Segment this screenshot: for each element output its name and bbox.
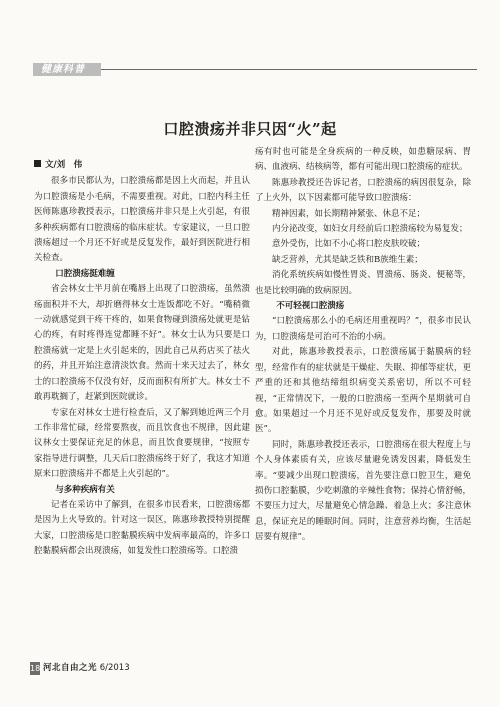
paragraph: 记者在采访中了解到，在很多市民看来，口腔溃疡都是因为上火导致的。针对这一误区，陈惠珍教授特别提醒大家，口腔溃疡是口腔黏膜疾病中发病率最高的，许多口腔黏膜病都会出现溃疡，如复发性口腔溃疡等。口腔溃 [34, 499, 250, 557]
square-bullet-icon [34, 160, 41, 167]
paragraph: 专家在对林女士进行检查后，又了解到她近两三个月工作非常忙碌，经常要熬夜，而且饮食也不规律，因此建议林女士要保证充足的休息，而且饮食要规律，“按照专家指导进行调整，几天后口腔溃疡终于好了，我这才知道原来口腔溃疡并不都是上火引起的”。 [34, 407, 250, 480]
left-column [34, 158, 250, 560]
paragraph: 对此，陈惠珍教授表示，口腔溃疡属于黏膜病的轻型，经常作有的症状就是干燥症、失眠、抑郁等症状，更严重的还和其他结缔组织病变关系密切，所以不可轻视，“正常情况下，一般的口腔溃疡一至两个星期就可自愈。如果超过一个月还不见好或反复发作，那要及时就医”。 [255, 347, 471, 435]
byline-text: 文/刘 伟 [45, 160, 83, 170]
issue-number: 6/2013 [99, 663, 130, 673]
paragraph: 同时，陈惠珍教授还表示，口腔溃疡在很大程度上与个人身体素质有关，应该尽量避免诱发因素，降低发生率。“要减少出现口腔溃疡，首先要注意口腔卫生，避免损伤口腔黏膜，少吃刺激的辛辣性食物；保持心情舒畅，不要压力过大，尽量避免心情急躁、着急上火；多注意休息，保证充足的睡眠时间。同时，注意营养均衡，生活起居要有规律”。 [255, 439, 471, 543]
section-tag: 健康科普 [33, 63, 101, 76]
footer-journal [43, 662, 130, 675]
paragraph: “口腔溃疡那么小的毛病还用重视吗？”，很多市民认为，口腔溃疡是可治可不治的小病。 [255, 316, 471, 342]
section-heading: 不可轻视口腔溃疡 [276, 301, 345, 312]
paragraph: 内分泌改变，如妇女月经前后口腔溃疡较为易复发； [272, 224, 468, 235]
section-heading: 口腔溃疡挺难缠 [55, 268, 115, 279]
paragraph: 意外受伤，比如不小心将口腔皮肤咬破； [272, 239, 426, 250]
page-number: 18 [30, 664, 41, 673]
paragraph: 消化系统疾病如慢性胃炎、胃溃疡、肠炎、便秘等，也是比较明确的致病原因。 [255, 270, 471, 296]
article-title: 口腔溃疡并非只因“火”起 [163, 120, 337, 138]
right-column-body [255, 145, 471, 546]
paragraph: 陈惠珍教授还告诉记者，口腔溃疡的病因很复杂，除了上火外，以下因素都可能导致口腔溃疡： [255, 177, 471, 204]
header-rule [101, 69, 477, 70]
paragraph-continued: 疡有时也可能是全身疾病的一种反映，如患糖尿病、胃病、血液病、结核病等，都有可能出现口腔溃疡的症状。 [255, 147, 471, 173]
section-heading: 与多种疾病有关 [55, 484, 115, 495]
journal-name: 河北自由之光 [43, 663, 98, 673]
paragraph: 精神因素，如长期精神紧张、休息不足； [272, 208, 426, 219]
right-column [255, 145, 471, 546]
paragraph: 省会林女士半月前在嘴唇上出现了口腔溃疡，虽然溃疡面积并不大，却折磨得林女士连饭都吃不好。“嘴稍微一动就感觉到干疼干疼的，如果食物碰到溃疡处就更是钻心的疼，有时疼得连觉都睡不好”。林女士认为只要是口腔溃疡就一定是上火引起来的，因此自己从药店买了祛火的药，并且开始注意清淡饮食。然而十来天过去了，林女士的口腔溃疡不仅没有好，反而面积有所扩大。林女士不敢再耽搁了，赶紧到医院就诊。 [34, 284, 250, 403]
paragraph: 缺乏营养，尤其是缺乏铁和B族维生素； [272, 254, 423, 265]
paragraph: 很多市民都认为，口腔溃疡都是因上火而起，并且认为口腔溃疡是小毛病，不需要重视。对此，口腔内科主任医师陈惠珍教授表示，口腔溃疡并非只是上火引起，有很多种疾病都有口腔溃疡的临床症状。专家建议，一旦口腔溃疡超过一个月还不好或是反复发作，最好到医院进行相关检查。 [34, 176, 250, 264]
left-column-body [34, 174, 250, 559]
byline [34, 158, 250, 173]
